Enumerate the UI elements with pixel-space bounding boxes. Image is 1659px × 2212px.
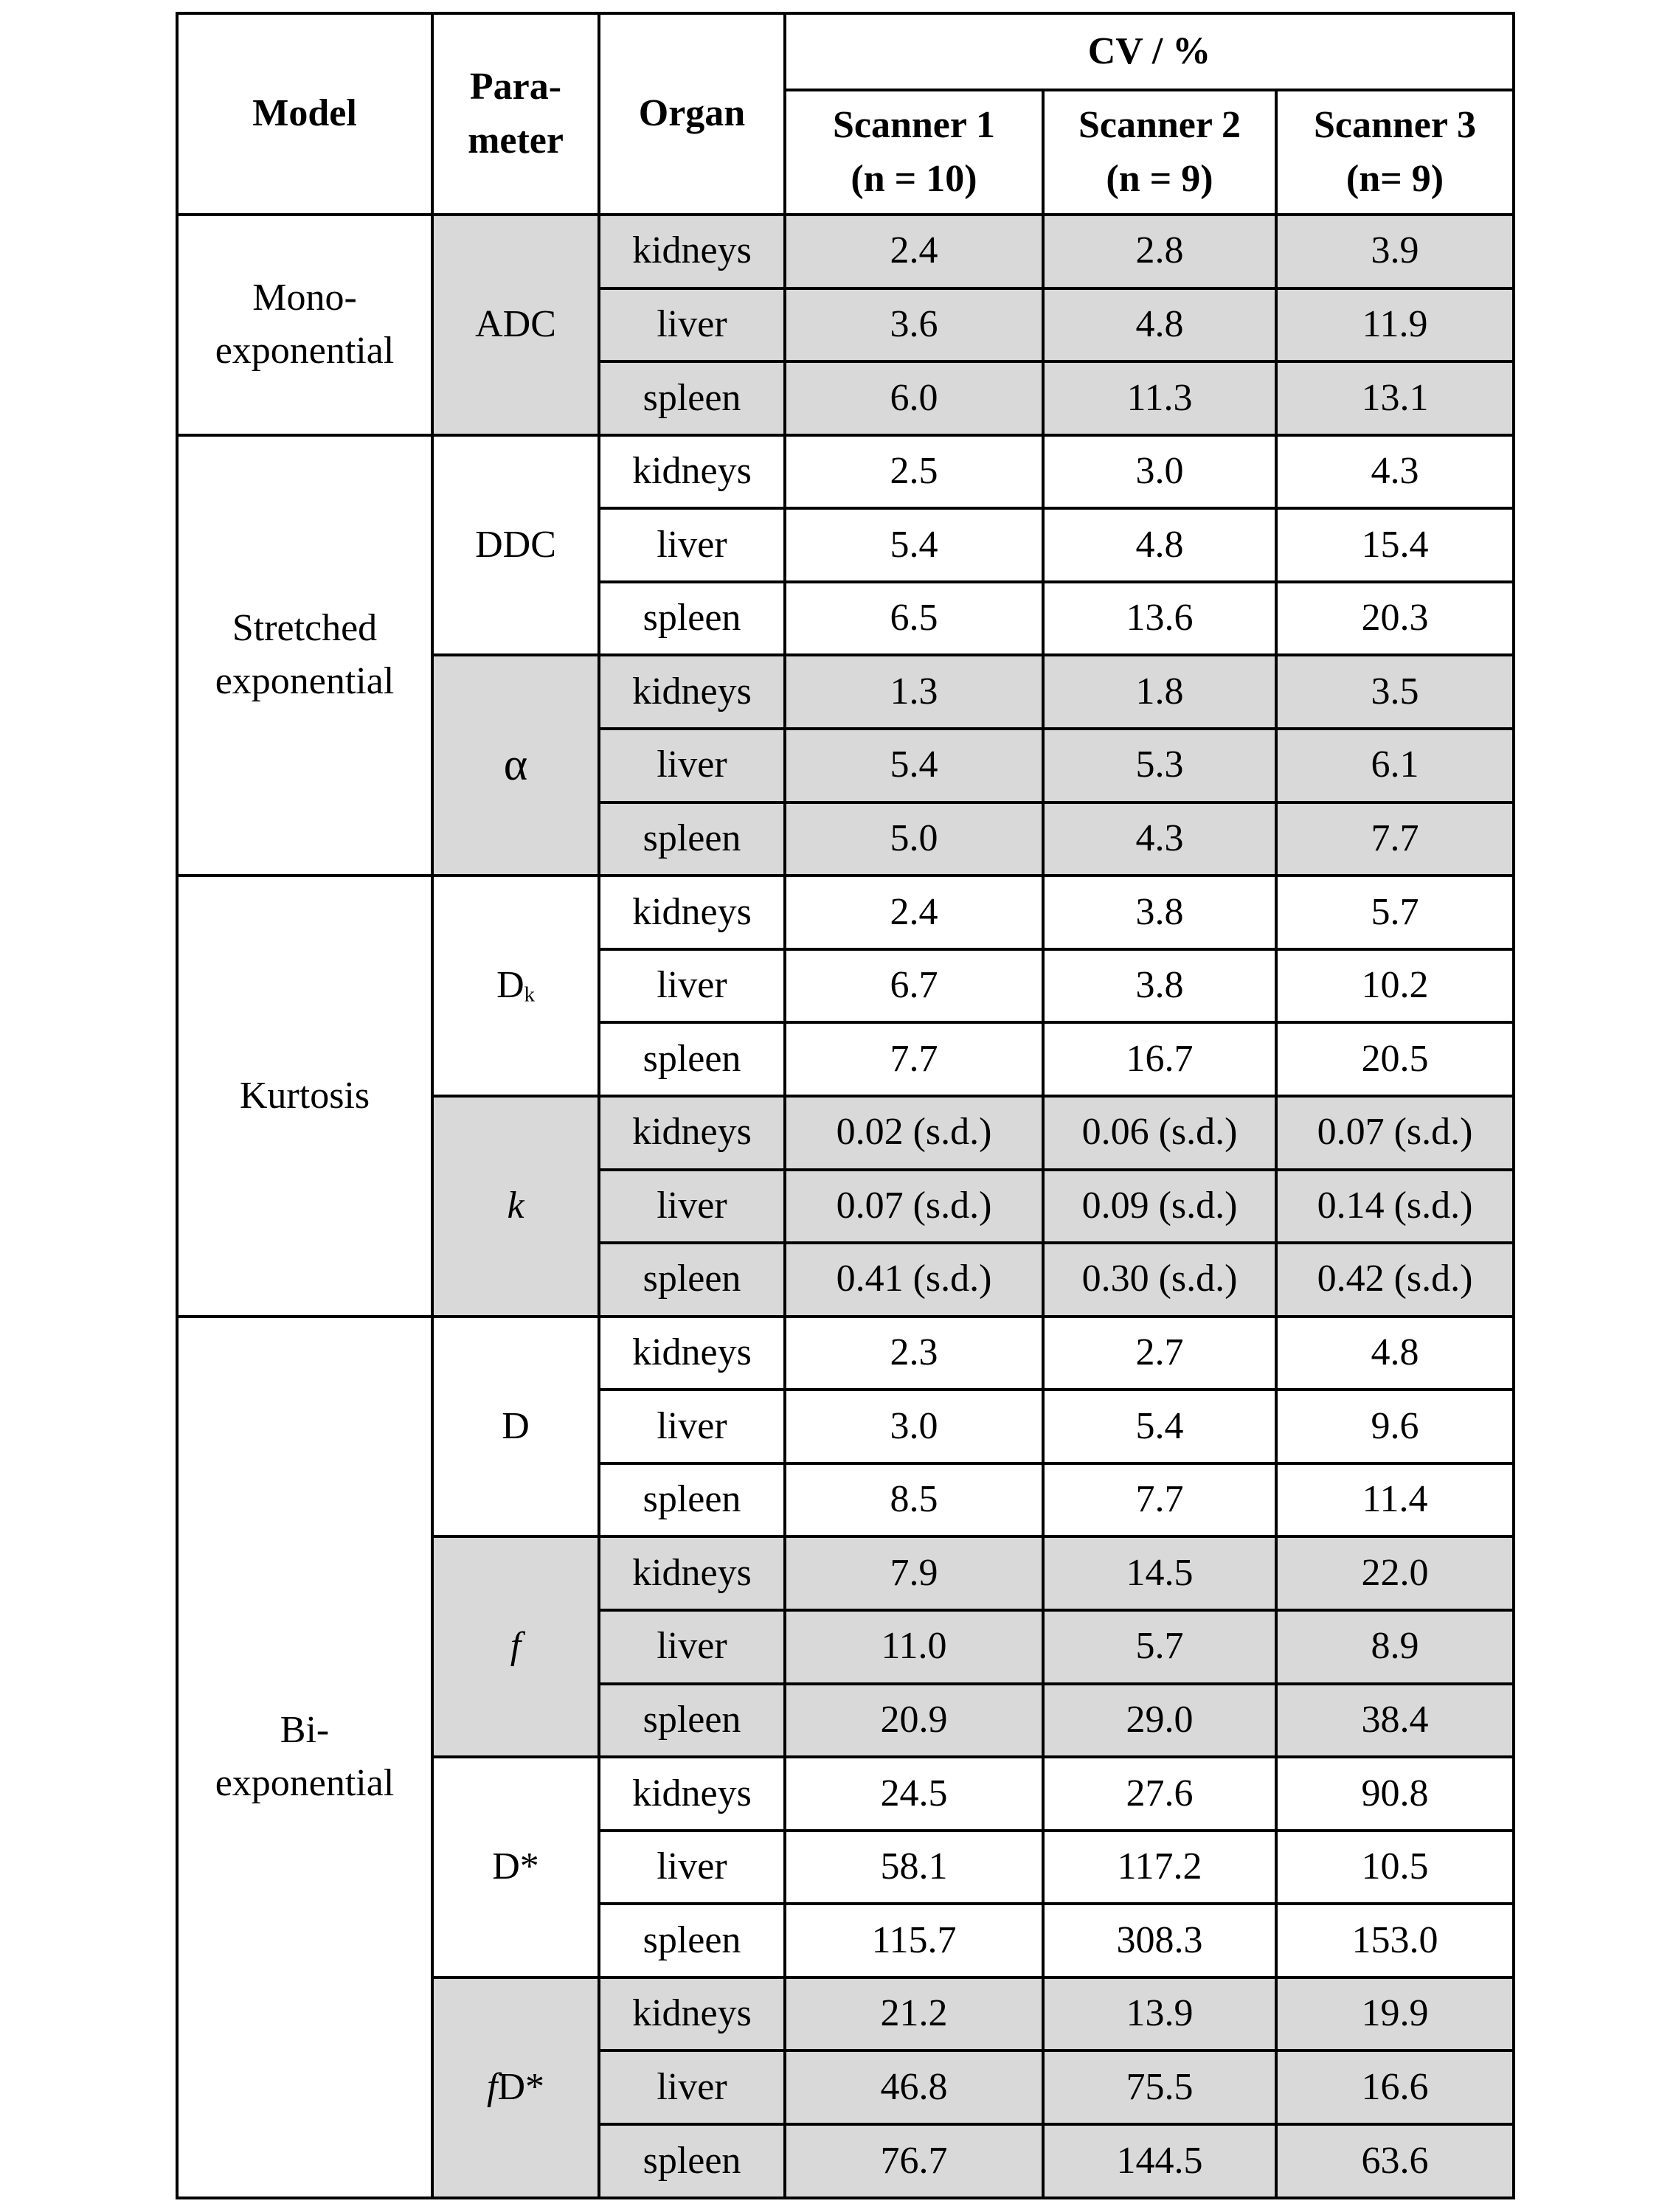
value-cell-scanner-3: 10.2 — [1276, 949, 1514, 1023]
value-cell-scanner-1: 6.5 — [785, 582, 1043, 656]
parameter-cell — [432, 655, 599, 876]
value-cell-scanner-1: 5.4 — [785, 729, 1043, 802]
value-cell-scanner-1: 21.2 — [785, 1977, 1043, 2051]
model-label-line2: exponential — [215, 1762, 395, 1805]
organ-cell: spleen — [599, 1243, 785, 1317]
value-cell-scanner-3: 4.8 — [1276, 1317, 1514, 1390]
value-cell-scanner-2: 1.8 — [1043, 655, 1276, 729]
header-cv-group: CV / % — [785, 13, 1514, 90]
parameter-label — [487, 2061, 544, 2115]
value-cell-scanner-3: 0.07 (s.d.) — [1276, 1096, 1514, 1170]
value-cell-scanner-2: 14.5 — [1043, 1536, 1276, 1610]
parameter-label-subscript: k — [524, 983, 535, 1007]
parameter-label-main: D — [496, 964, 524, 1007]
value-cell-scanner-3: 3.9 — [1276, 215, 1514, 288]
header-scanner-2 — [1043, 90, 1276, 215]
value-cell-scanner-3: 38.4 — [1276, 1684, 1514, 1758]
value-cell-scanner-3: 0.14 (s.d.) — [1276, 1170, 1514, 1244]
parameter-label — [475, 519, 556, 572]
header-scanner-2-line1: Scanner 2 — [1078, 103, 1241, 146]
organ-cell: spleen — [599, 582, 785, 656]
value-cell-scanner-1: 115.7 — [785, 1904, 1043, 1977]
parameter-label — [496, 959, 535, 1013]
model-label-line1: Stretched — [232, 606, 378, 649]
header-parameter-line1: Para- — [469, 65, 562, 108]
value-cell-scanner-1: 58.1 — [785, 1831, 1043, 1904]
value-cell-scanner-3: 0.42 (s.d.) — [1276, 1243, 1514, 1317]
organ-cell: liver — [599, 1390, 785, 1463]
table-row — [177, 1317, 1514, 1390]
parameter-cell — [432, 1757, 599, 1977]
organ-cell: liver — [599, 2050, 785, 2124]
organ-cell: liver — [599, 508, 785, 582]
parameter-label-main: D* — [492, 1845, 539, 1888]
value-cell-scanner-1: 0.41 (s.d.) — [785, 1243, 1043, 1317]
organ-cell: kidneys — [599, 655, 785, 729]
value-cell-scanner-3: 11.9 — [1276, 288, 1514, 362]
value-cell-scanner-3: 11.4 — [1276, 1463, 1514, 1537]
value-cell-scanner-1: 11.0 — [785, 1610, 1043, 1684]
value-cell-scanner-3: 9.6 — [1276, 1390, 1514, 1463]
parameter-cell — [432, 215, 599, 435]
table-row — [177, 876, 1514, 949]
value-cell-scanner-1: 0.02 (s.d.) — [785, 1096, 1043, 1170]
organ-cell: kidneys — [599, 1757, 785, 1831]
value-cell-scanner-2: 13.6 — [1043, 582, 1276, 656]
value-cell-scanner-3: 90.8 — [1276, 1757, 1514, 1831]
model-label-line2: exponential — [215, 660, 395, 703]
value-cell-scanner-1: 5.4 — [785, 508, 1043, 582]
value-cell-scanner-2: 11.3 — [1043, 361, 1276, 435]
value-cell-scanner-2: 5.3 — [1043, 729, 1276, 802]
organ-cell: kidneys — [599, 1096, 785, 1170]
organ-cell: spleen — [599, 1022, 785, 1096]
value-cell-scanner-2: 3.0 — [1043, 435, 1276, 509]
model-label-line1: Kurtosis — [239, 1074, 370, 1117]
header-scanner-1-line1: Scanner 1 — [832, 103, 996, 146]
value-cell-scanner-2: 0.06 (s.d.) — [1043, 1096, 1276, 1170]
header-scanner-2-line2: (n = 9) — [1106, 157, 1213, 200]
model-label-line1: Bi- — [280, 1708, 330, 1751]
table-row — [177, 435, 1514, 509]
parameter-label-main: k — [507, 1184, 524, 1227]
value-cell-scanner-2: 2.7 — [1043, 1317, 1276, 1390]
value-cell-scanner-2: 3.8 — [1043, 876, 1276, 949]
parameter-label — [502, 1400, 530, 1454]
value-cell-scanner-1: 1.3 — [785, 655, 1043, 729]
organ-cell: kidneys — [599, 435, 785, 509]
value-cell-scanner-1: 20.9 — [785, 1684, 1043, 1758]
parameter-label — [507, 1179, 524, 1233]
parameter-cell — [432, 1536, 599, 1757]
value-cell-scanner-1: 5.0 — [785, 802, 1043, 876]
value-cell-scanner-2: 16.7 — [1043, 1022, 1276, 1096]
organ-cell: spleen — [599, 2124, 785, 2198]
header-parameter — [432, 13, 599, 215]
organ-cell: kidneys — [599, 1536, 785, 1610]
value-cell-scanner-1: 2.5 — [785, 435, 1043, 509]
organ-cell: spleen — [599, 1684, 785, 1758]
parameter-label-main: DDC — [475, 523, 556, 566]
value-cell-scanner-1: 7.9 — [785, 1536, 1043, 1610]
parameter-label — [504, 733, 527, 797]
parameter-label-italic-part: f — [486, 2066, 498, 2109]
value-cell-scanner-2: 4.8 — [1043, 288, 1276, 362]
value-cell-scanner-3: 5.7 — [1276, 876, 1514, 949]
value-cell-scanner-3: 15.4 — [1276, 508, 1514, 582]
cv-table — [176, 12, 1515, 2199]
value-cell-scanner-1: 0.07 (s.d.) — [785, 1170, 1043, 1244]
value-cell-scanner-1: 2.4 — [785, 876, 1043, 949]
value-cell-scanner-2: 144.5 — [1043, 2124, 1276, 2198]
parameter-cell — [432, 435, 599, 656]
value-cell-scanner-1: 7.7 — [785, 1022, 1043, 1096]
parameter-label — [475, 298, 556, 352]
header-scanner-1-line2: (n = 10) — [851, 157, 977, 200]
header-organ: Organ — [599, 13, 785, 215]
organ-cell: liver — [599, 729, 785, 802]
organ-cell: kidneys — [599, 1317, 785, 1390]
value-cell-scanner-2: 4.3 — [1043, 802, 1276, 876]
organ-cell: liver — [599, 949, 785, 1023]
organ-cell: spleen — [599, 361, 785, 435]
value-cell-scanner-1: 2.4 — [785, 215, 1043, 288]
value-cell-scanner-3: 13.1 — [1276, 361, 1514, 435]
value-cell-scanner-1: 3.0 — [785, 1390, 1043, 1463]
parameter-label-main: α — [503, 740, 528, 791]
value-cell-scanner-2: 4.8 — [1043, 508, 1276, 582]
value-cell-scanner-2: 7.7 — [1043, 1463, 1276, 1537]
parameter-cell — [432, 1317, 599, 1537]
header-scanner-3 — [1276, 90, 1514, 215]
value-cell-scanner-3: 20.3 — [1276, 582, 1514, 656]
value-cell-scanner-2: 308.3 — [1043, 1904, 1276, 1977]
parameter-label-main: ADC — [475, 302, 556, 345]
model-cell — [177, 215, 432, 435]
value-cell-scanner-2: 29.0 — [1043, 1684, 1276, 1758]
header-parameter-line2: meter — [468, 119, 564, 162]
value-cell-scanner-3: 22.0 — [1276, 1536, 1514, 1610]
value-cell-scanner-1: 8.5 — [785, 1463, 1043, 1537]
parameter-cell — [432, 876, 599, 1096]
value-cell-scanner-2: 0.09 (s.d.) — [1043, 1170, 1276, 1244]
value-cell-scanner-3: 8.9 — [1276, 1610, 1514, 1684]
value-cell-scanner-3: 3.5 — [1276, 655, 1514, 729]
value-cell-scanner-2: 117.2 — [1043, 1831, 1276, 1904]
organ-cell: spleen — [599, 1463, 785, 1537]
value-cell-scanner-1: 46.8 — [785, 2050, 1043, 2124]
value-cell-scanner-2: 5.7 — [1043, 1610, 1276, 1684]
table-row — [177, 215, 1514, 288]
organ-cell: kidneys — [599, 215, 785, 288]
model-cell — [177, 1317, 432, 2198]
value-cell-scanner-1: 3.6 — [785, 288, 1043, 362]
parameter-label — [492, 1840, 539, 1894]
model-cell — [177, 435, 432, 876]
parameter-cell — [432, 1096, 599, 1317]
value-cell-scanner-1: 24.5 — [785, 1757, 1043, 1831]
value-cell-scanner-2: 0.30 (s.d.) — [1043, 1243, 1276, 1317]
model-label-line1: Mono- — [252, 276, 357, 319]
value-cell-scanner-3: 153.0 — [1276, 1904, 1514, 1977]
value-cell-scanner-3: 6.1 — [1276, 729, 1514, 802]
value-cell-scanner-1: 6.7 — [785, 949, 1043, 1023]
organ-cell: spleen — [599, 1904, 785, 1977]
header-scanner-1 — [785, 90, 1043, 215]
organ-cell: liver — [599, 1170, 785, 1244]
organ-cell: kidneys — [599, 876, 785, 949]
header-scanner-3-line2: (n= 9) — [1345, 157, 1444, 200]
value-cell-scanner-3: 20.5 — [1276, 1022, 1514, 1096]
model-cell — [177, 876, 432, 1316]
value-cell-scanner-2: 27.6 — [1043, 1757, 1276, 1831]
header-row-1 — [177, 13, 1514, 90]
table-body — [177, 215, 1514, 2198]
value-cell-scanner-1: 6.0 — [785, 361, 1043, 435]
value-cell-scanner-3: 7.7 — [1276, 802, 1514, 876]
value-cell-scanner-2: 2.8 — [1043, 215, 1276, 288]
parameter-label-rest: D* — [497, 2066, 544, 2109]
value-cell-scanner-3: 19.9 — [1276, 1977, 1514, 2051]
organ-cell: spleen — [599, 802, 785, 876]
parameter-cell — [432, 1977, 599, 2198]
organ-cell: kidneys — [599, 1977, 785, 2051]
model-label-line2: exponential — [215, 330, 395, 372]
value-cell-scanner-2: 3.8 — [1043, 949, 1276, 1023]
organ-cell: liver — [599, 288, 785, 362]
value-cell-scanner-3: 63.6 — [1276, 2124, 1514, 2198]
value-cell-scanner-2: 13.9 — [1043, 1977, 1276, 2051]
organ-cell: liver — [599, 1831, 785, 1904]
parameter-label — [510, 1620, 521, 1674]
parameter-label-main: f — [510, 1625, 522, 1668]
value-cell-scanner-3: 10.5 — [1276, 1831, 1514, 1904]
value-cell-scanner-2: 5.4 — [1043, 1390, 1276, 1463]
header-scanner-3-line1: Scanner 3 — [1313, 103, 1477, 146]
header-model: Model — [177, 13, 432, 215]
value-cell-scanner-3: 4.3 — [1276, 435, 1514, 509]
value-cell-scanner-2: 75.5 — [1043, 2050, 1276, 2124]
value-cell-scanner-1: 2.3 — [785, 1317, 1043, 1390]
organ-cell: liver — [599, 1610, 785, 1684]
parameter-label-main: D — [502, 1404, 530, 1447]
value-cell-scanner-3: 16.6 — [1276, 2050, 1514, 2124]
value-cell-scanner-1: 76.7 — [785, 2124, 1043, 2198]
